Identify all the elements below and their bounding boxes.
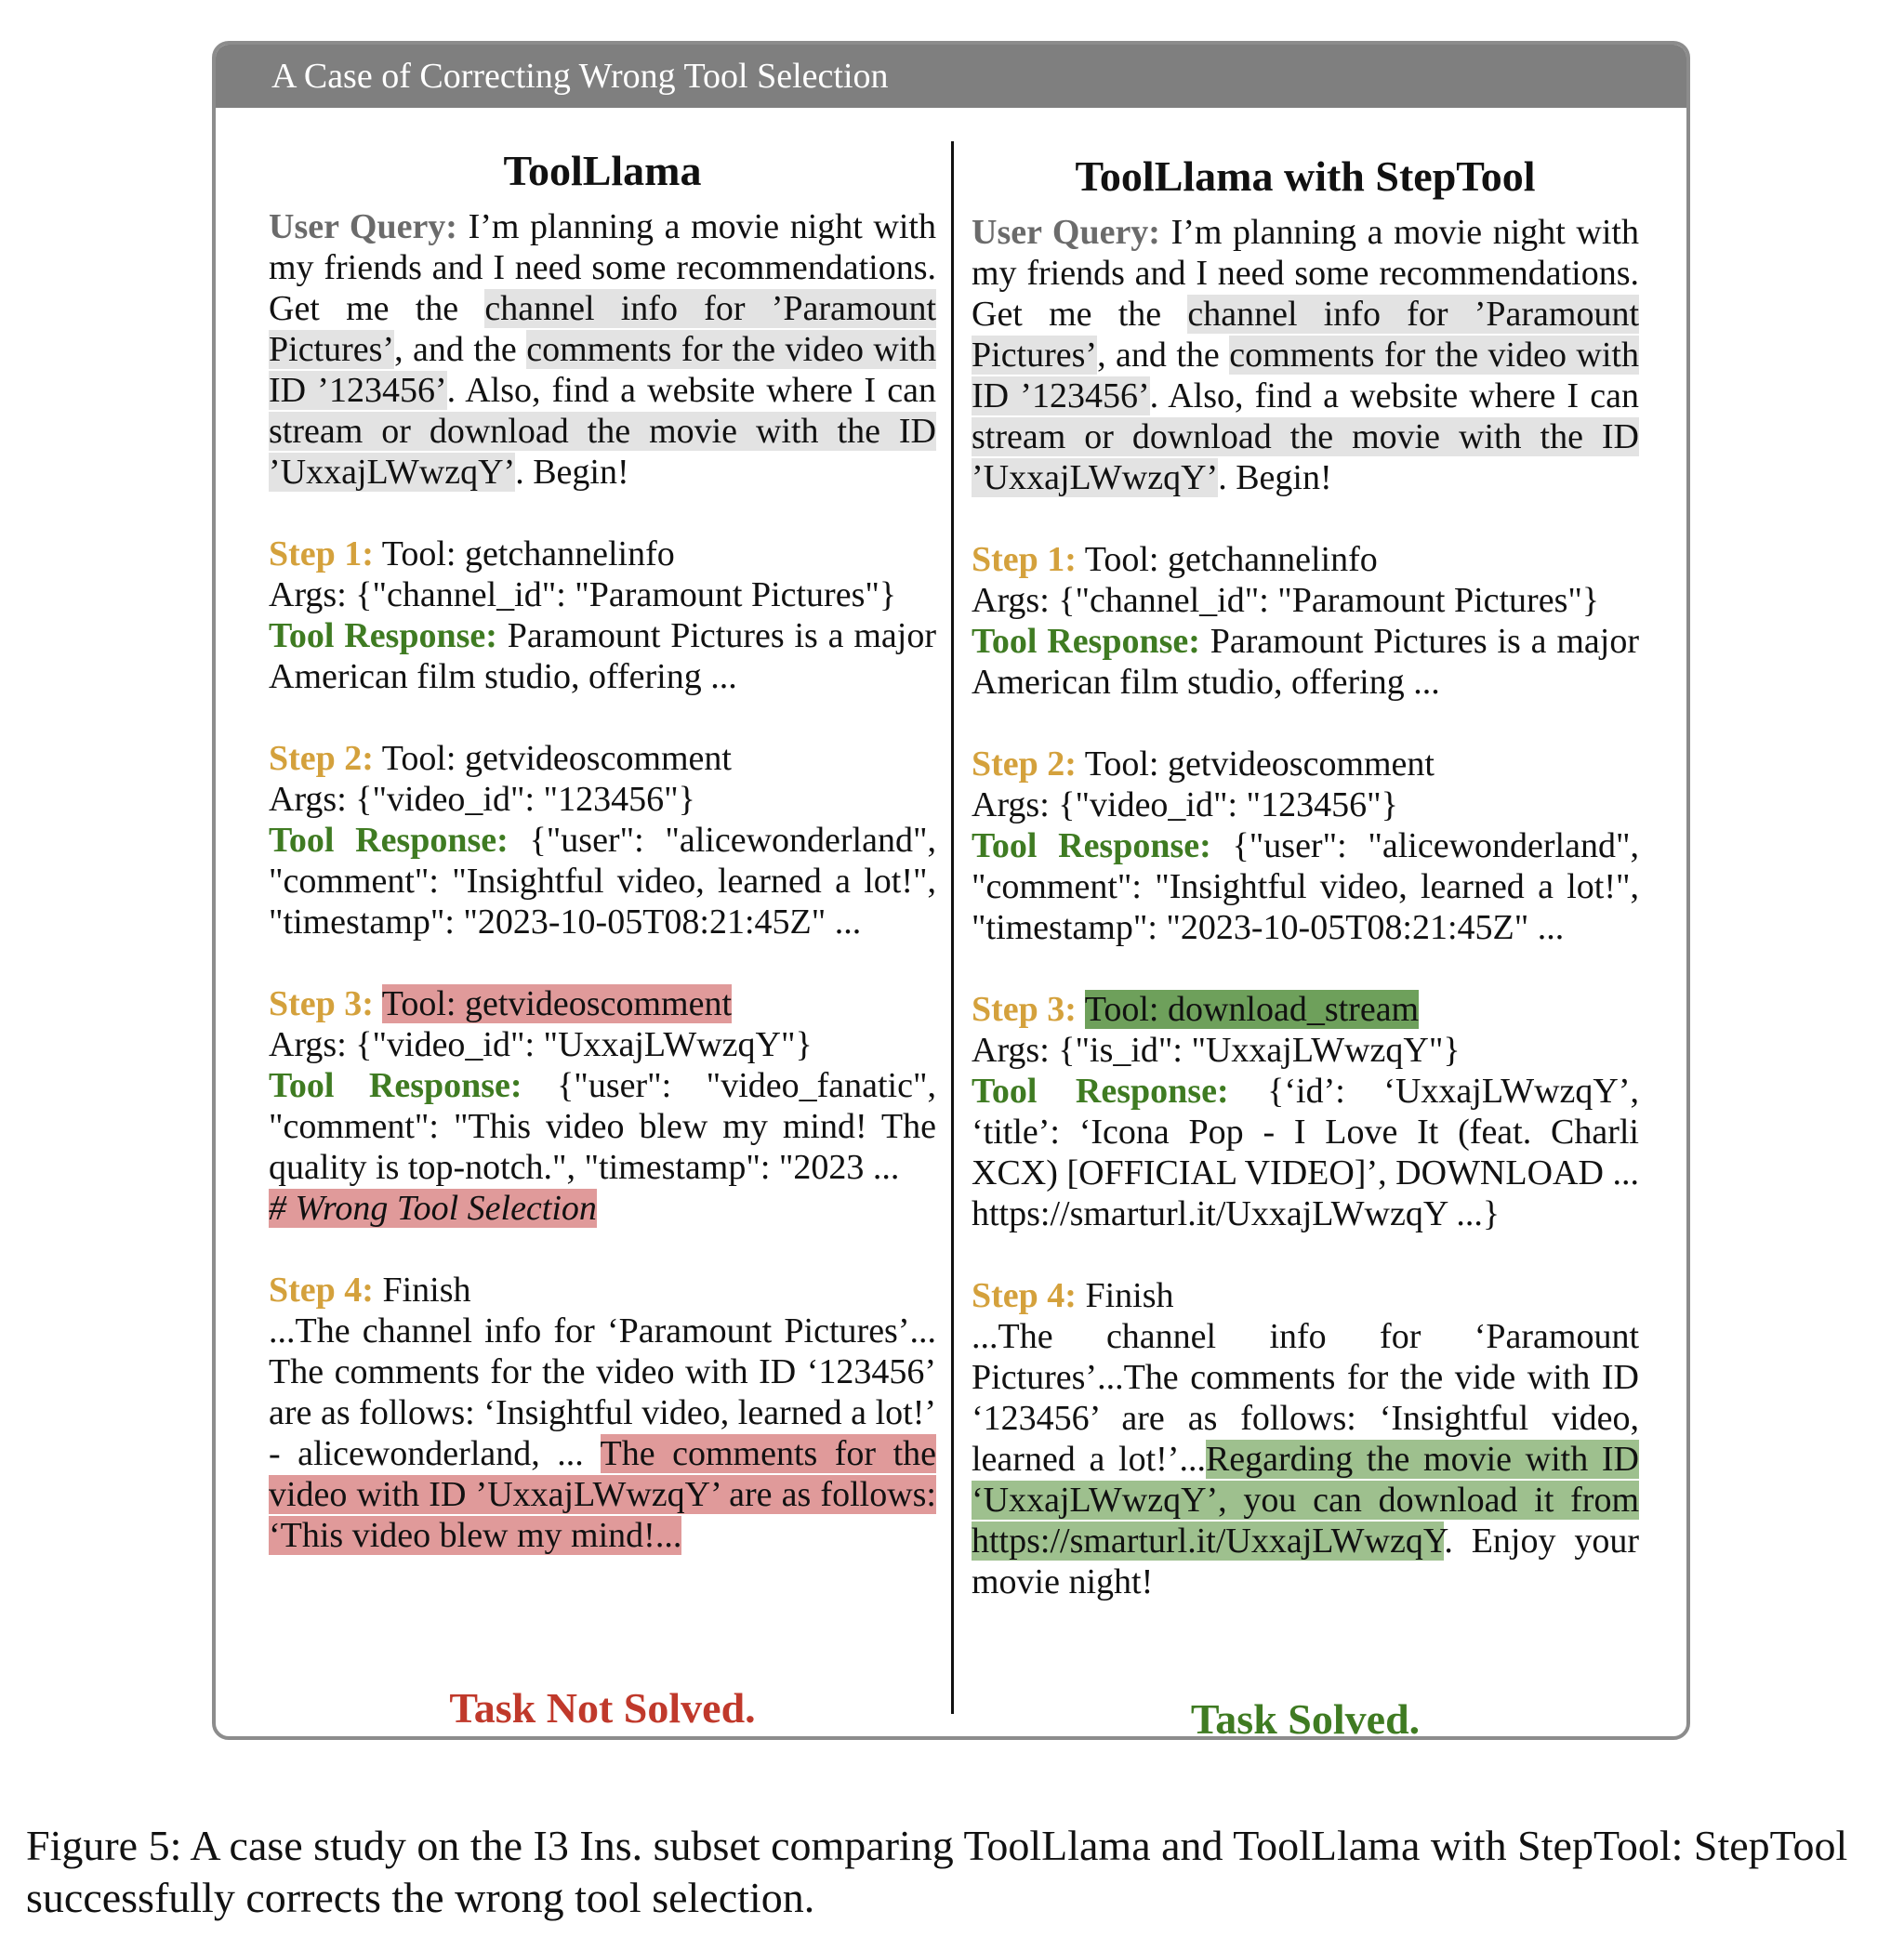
step-tool: Tool: getchannelinfo (1076, 540, 1378, 579)
wrong-tool-note: # Wrong Tool Selection (269, 1189, 597, 1228)
finish-text: ...The channel info for ‘Paramount Pictures’...The comments for the vide with ID ‘123456’ are as follows: ‘Insightful video, learned a lot!’... (972, 1317, 1639, 1479)
column-divider (951, 141, 954, 1714)
query-highlight: comments for the video with ID ’123456’ (269, 330, 936, 410)
right-user-query (972, 212, 1639, 498)
tool-response-label: Tool Response: (972, 1072, 1229, 1111)
left-column (269, 145, 936, 1556)
figure-caption: Figure 5: A case study on the I3 Ins. subset comparing ToolLlama and ToolLlama with StepTool: StepTool successfully corrects the wrong tool selection. (26, 1822, 1848, 1921)
left-step-2 (269, 738, 936, 942)
user-query-text: . Also, find a website where I can (446, 371, 936, 410)
left-column-title: ToolLlama (503, 147, 702, 194)
step-label: Step 1: (269, 534, 374, 573)
left-user-query (269, 206, 936, 493)
right-column (972, 151, 1639, 1602)
tool-response-label: Tool Response: (972, 622, 1200, 661)
right-step-1 (972, 539, 1639, 703)
user-query-label: User Query: (972, 213, 1160, 252)
step-tool: Tool: getvideoscomment (1076, 744, 1435, 784)
step-label: Step 1: (972, 540, 1077, 579)
correct-tool-highlight: Tool: download_stream (1084, 990, 1420, 1029)
step-label: Step 4: (972, 1276, 1077, 1315)
left-step-3 (269, 983, 936, 1229)
right-column-title: ToolLlama with StepTool (1075, 152, 1536, 200)
task-solved-label: Task Solved. (1190, 1695, 1421, 1740)
correct-answer-highlight: Regarding the movie with ID ‘UxxajLWwzqY’, you can download it from https://smarturl.it/UxxajLWwzqY (972, 1440, 1639, 1561)
step-args: Args: {"is_id": "UxxajLWwzqY"} (972, 1031, 1461, 1070)
wrong-answer-highlight: The comments for the video with ID ’UxxajLWwzqY’ are as follows: ‘This video blew my mind!... (269, 1434, 936, 1555)
step-args: Args: {"video_id": "123456"} (269, 780, 695, 819)
step-args: Args: {"channel_id": "Paramount Pictures"} (269, 575, 897, 614)
tool-response-text: {"user": "alicewonderland", "comment": "Insightful video, learned a lot!", "timestamp": "2023-10-05T08:21:45Z" ... (269, 821, 936, 942)
user-query-text: , and the (1097, 336, 1230, 375)
case-study-box (212, 41, 1690, 1740)
right-step-2 (972, 744, 1639, 948)
finish-text: ...The channel info for ‘Paramount Pictures’... The comments for the video with ID ‘123456’ are as follows: ‘Insightful video, learned a lot!’ - alicewonderland, ... (269, 1311, 936, 1473)
tool-response-label: Tool Response: (269, 616, 497, 655)
query-highlight: comments for the video with ID ’123456’ (972, 336, 1639, 415)
user-query-text: , and the (394, 330, 527, 369)
user-query-text: I’m planning a movie night with my friends and I need some recommendations. Get me the (269, 207, 936, 328)
tool-response-label: Tool Response: (972, 826, 1211, 865)
tool-response-label: Tool Response: (269, 821, 509, 860)
step-args: Args: {"channel_id": "Paramount Pictures"} (972, 581, 1600, 620)
tool-response-text: {‘id’: ‘UxxajLWwzqY’, ‘title’: ‘Icona Pop - I Love It (feat. Charli XCX) [OFFICIAL VIDEO]’, DOWNLOAD ... https://smarturl.it/UxxajLWwzqY ...} (972, 1072, 1639, 1233)
step-label: Step 2: (972, 744, 1077, 784)
step-tool: Finish (1076, 1276, 1174, 1315)
step-label: Step 3: (269, 984, 374, 1023)
step-tool: Tool: getchannelinfo (373, 534, 675, 573)
user-query-label: User Query: (269, 207, 457, 246)
step-args: Args: {"video_id": "UxxajLWwzqY"} (269, 1025, 813, 1064)
step-args: Args: {"video_id": "123456"} (972, 785, 1398, 824)
query-highlight: channel info for ’Paramount Pictures’ (269, 289, 936, 369)
user-query-text: . Also, find a website where I can (1149, 376, 1639, 415)
query-highlight: stream or download the movie with the ID ’UxxajLWwzqY’ (269, 412, 936, 492)
step-label: Step 4: (269, 1271, 374, 1310)
user-query-text: . Begin! (1218, 458, 1332, 497)
wrong-tool-highlight: Tool: getvideoscomment (381, 984, 732, 1023)
step-label: Step 2: (269, 739, 374, 778)
left-step-1 (269, 534, 936, 697)
tool-response-label: Tool Response: (269, 1066, 522, 1105)
user-query-text: . Begin! (515, 453, 629, 492)
query-highlight: channel info for ’Paramount Pictures’ (972, 295, 1639, 375)
box-header: A Case of Correcting Wrong Tool Selection (216, 45, 1686, 108)
task-not-solved-label: Task Not Solved. (449, 1684, 756, 1732)
tool-response-text: {"user": "video_fanatic", "comment": "This video blew my mind! The quality is top-notch.", "timestamp": "2023 ... (269, 1066, 936, 1187)
tool-response-text: {"user": "alicewonderland", "comment": "Insightful video, learned a lot!", "timestamp": "2023-10-05T08:21:45Z" ... (972, 826, 1639, 947)
tool-response-text: Paramount Pictures is a major American film studio, offering ... (972, 622, 1639, 702)
user-query-text: I’m planning a movie night with my friends and I need some recommendations. Get me the (972, 213, 1639, 334)
step-tool: Tool: getvideoscomment (373, 739, 732, 778)
right-step-3 (972, 989, 1639, 1234)
query-highlight: stream or download the movie with the ID ’UxxajLWwzqY’ (972, 417, 1639, 497)
step-label: Step 3: (972, 990, 1077, 1029)
finish-text-end: . Enjoy your movie night! (972, 1522, 1639, 1601)
left-step-4 (269, 1270, 936, 1556)
step-tool: Finish (373, 1271, 471, 1310)
right-step-4 (972, 1275, 1639, 1602)
tool-response-text: Paramount Pictures is a major American film studio, offering ... (269, 616, 936, 696)
